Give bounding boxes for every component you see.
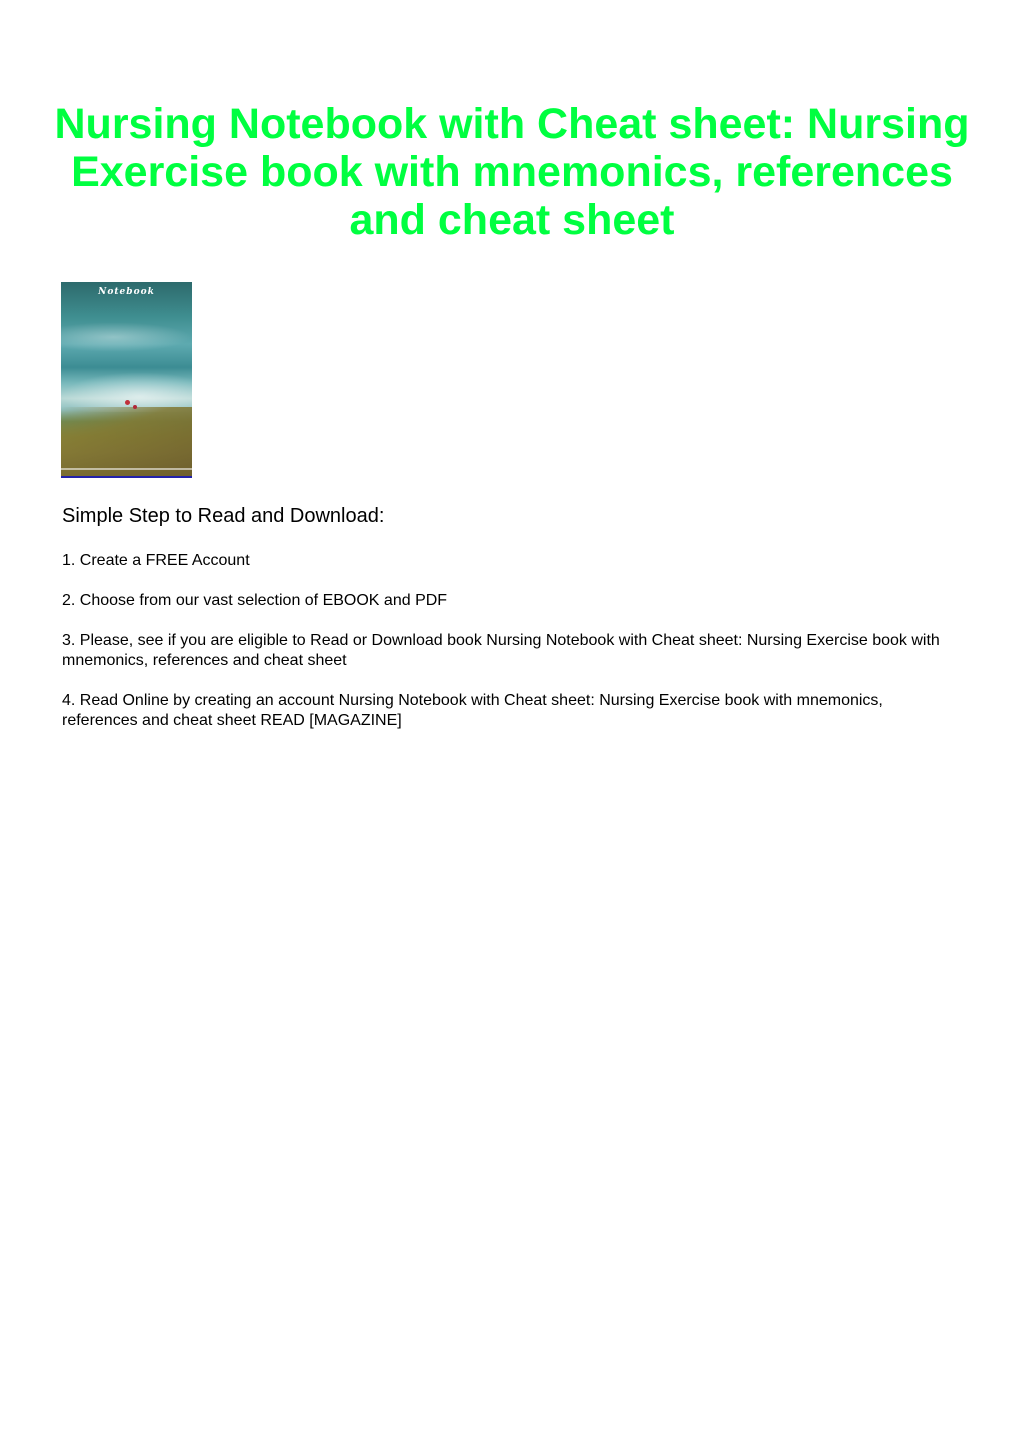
steps-list	[62, 551, 962, 751]
book-cover-link[interactable]	[61, 282, 192, 478]
step-item: 4. Read Online by creating an account Nursing Notebook with Cheat sheet: Nursing Exercise book with mnemonics, references and cheat sheet READ [MAGAZINE]	[62, 692, 883, 729]
step-item: 2. Choose from our vast selection of EBOOK and PDF	[62, 592, 448, 609]
steps-heading: Simple Step to Read and Download:	[62, 505, 385, 527]
step-item: 3. Please, see if you are eligible to Read or Download book Nursing Notebook with Cheat sheet: Nursing Exercise book with mnemonics, references and cheat sheet	[62, 632, 940, 669]
document-title: Nursing Notebook with Cheat sheet: Nursing Exercise book with mnemonics, references and cheat sheet	[54, 100, 970, 244]
cover-label: Notebook	[98, 287, 155, 297]
step-item: 1. Create a FREE Account	[62, 552, 250, 569]
book-cover-image	[61, 282, 192, 476]
